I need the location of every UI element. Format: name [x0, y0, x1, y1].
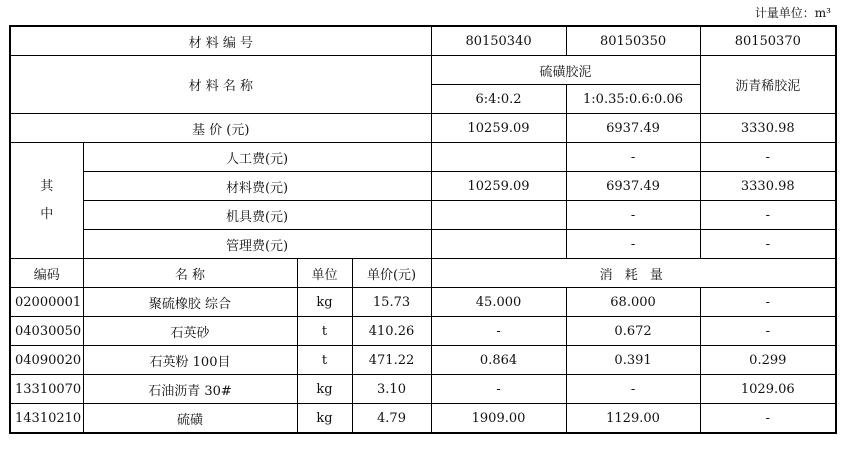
base-price-2: 6937.49: [566, 114, 700, 143]
item-unit: kg: [297, 375, 352, 404]
item-unit: kg: [297, 288, 352, 317]
item-quantity: 0.299: [700, 346, 836, 375]
breakdown-value: [431, 230, 566, 259]
item-price: 410.26: [352, 317, 431, 346]
column-header-name: 名 称: [83, 259, 297, 288]
item-code: 14310210: [10, 404, 83, 434]
item-quantity: 0.864: [431, 346, 566, 375]
breakdown-value: -: [700, 143, 836, 172]
column-header-code: 编码: [10, 259, 83, 288]
item-name: 硫磺: [83, 404, 297, 434]
table-row: [10, 404, 836, 434]
item-quantity: -: [566, 375, 700, 404]
unit-label: 计量单位：m³: [754, 6, 831, 20]
breakdown-value: 6937.49: [566, 172, 700, 201]
breakdown-value: -: [566, 201, 700, 230]
material-code-1: 80150340: [431, 26, 566, 56]
breakdown-label-qi: 其: [40, 178, 54, 194]
item-quantity: -: [431, 317, 566, 346]
column-header-price: 单价(元): [352, 259, 431, 288]
breakdown-value: [431, 143, 566, 172]
item-quantity: -: [700, 288, 836, 317]
breakdown-value: -: [700, 201, 836, 230]
item-quantity: -: [700, 404, 836, 434]
item-name: 石英粉 100目: [83, 346, 297, 375]
item-code: 04090020: [10, 346, 83, 375]
base-price-3: 3330.98: [700, 114, 836, 143]
item-quantity: 1129.00: [566, 404, 700, 434]
base-price-label: 基 价 (元): [10, 114, 431, 143]
item-code: 04030050: [10, 317, 83, 346]
item-unit: t: [297, 346, 352, 375]
quota-table: [9, 25, 837, 434]
column-header-unit: 单位: [297, 259, 352, 288]
material-code-label: 材 料 编 号: [10, 26, 431, 56]
item-quantity: 0.391: [566, 346, 700, 375]
breakdown-row-label: 材料费(元): [83, 172, 431, 201]
breakdown-value: -: [566, 143, 700, 172]
material-code-2: 80150350: [566, 26, 700, 56]
item-price: 471.22: [352, 346, 431, 375]
item-name: 石英砂: [83, 317, 297, 346]
breakdown-row-label: 人工费(元): [83, 143, 431, 172]
table-row: [10, 317, 836, 346]
item-code: 13310070: [10, 375, 83, 404]
item-quantity: 1029.06: [700, 375, 836, 404]
item-code: 02000001: [10, 288, 83, 317]
item-quantity: 0.672: [566, 317, 700, 346]
column-header-consumption: 消 耗 量: [431, 259, 836, 288]
item-unit: kg: [297, 404, 352, 434]
item-price: 3.10: [352, 375, 431, 404]
table-row: [10, 375, 836, 404]
item-name: 石油沥青 30#: [83, 375, 297, 404]
breakdown-value: -: [700, 230, 836, 259]
item-quantity: -: [431, 375, 566, 404]
item-name: 聚硫橡胶 综合: [83, 288, 297, 317]
item-quantity: 45.000: [431, 288, 566, 317]
material-code-3: 80150370: [700, 26, 836, 56]
material-name-label: 材 料 名 称: [10, 56, 431, 114]
base-price-1: 10259.09: [431, 114, 566, 143]
breakdown-value: [431, 201, 566, 230]
breakdown-row-label: 管理费(元): [83, 230, 431, 259]
breakdown-value: 3330.98: [700, 172, 836, 201]
material-name-3: 沥青稀胶泥: [700, 56, 836, 114]
breakdown-value: -: [566, 230, 700, 259]
material-ratio-1: 6:4:0.2: [431, 85, 566, 114]
material-ratio-2: 1:0.35:0.6:0.06: [566, 85, 700, 114]
item-unit: t: [297, 317, 352, 346]
table-row: [10, 346, 836, 375]
breakdown-label-zhong: 中: [40, 206, 54, 222]
breakdown-row-label: 机具费(元): [83, 201, 431, 230]
breakdown-value: 10259.09: [431, 172, 566, 201]
item-quantity: 68.000: [566, 288, 700, 317]
breakdown-label: [10, 143, 83, 259]
item-quantity: 1909.00: [431, 404, 566, 434]
material-group-name: 硫磺胶泥: [431, 56, 700, 85]
item-price: 15.73: [352, 288, 431, 317]
item-quantity: -: [700, 317, 836, 346]
table-row: [10, 288, 836, 317]
item-price: 4.79: [352, 404, 431, 434]
